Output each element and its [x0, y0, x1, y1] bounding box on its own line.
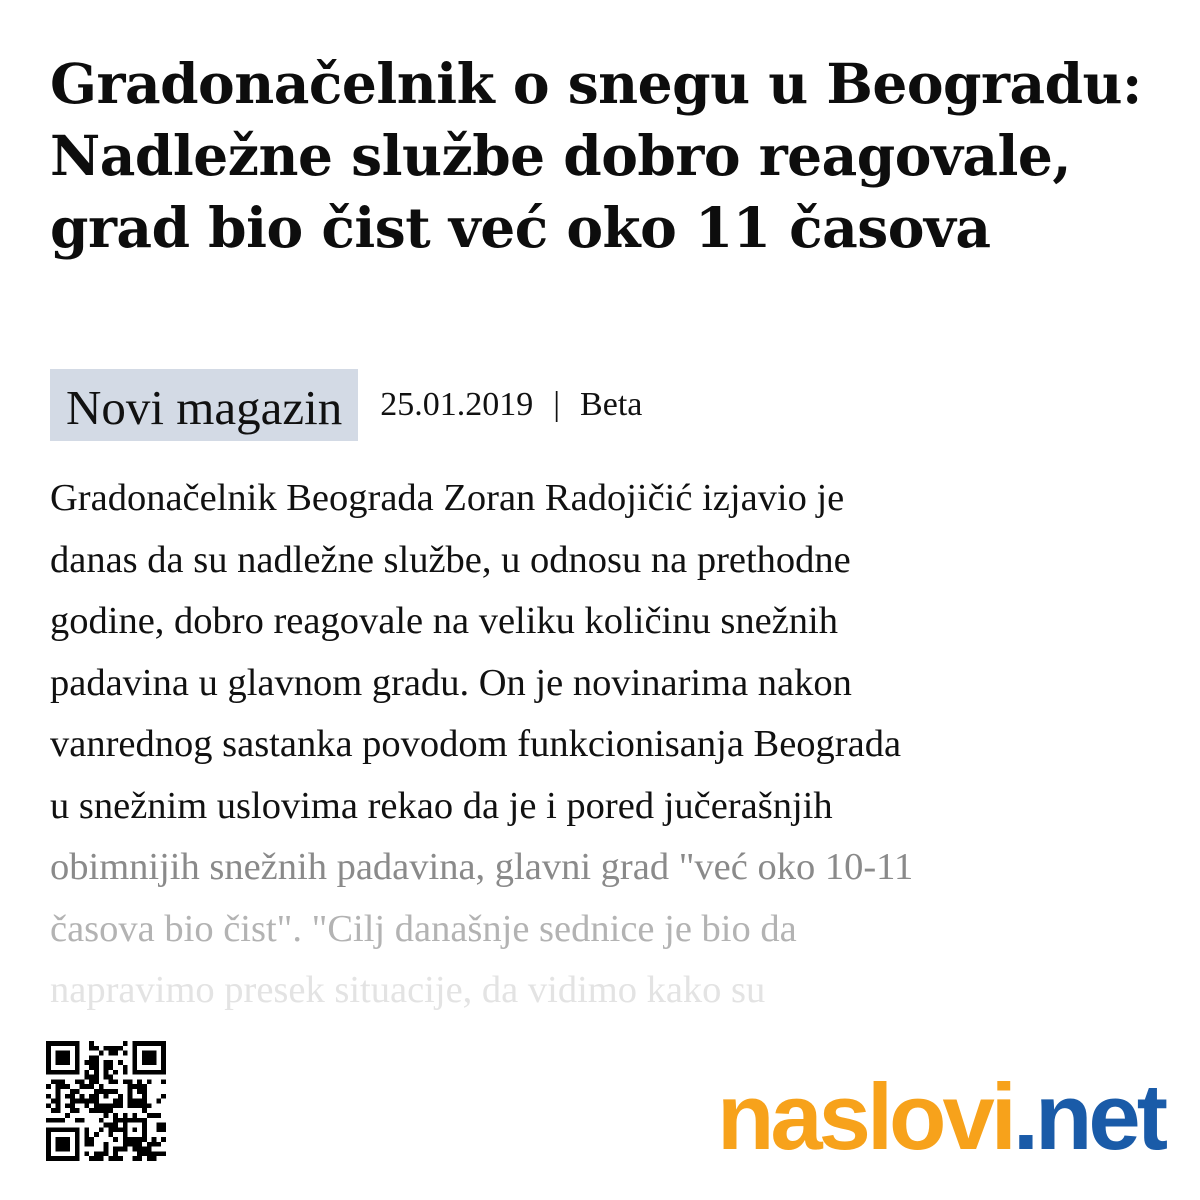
body-line: padavina u glavnom gradu. On je novinarima nakon — [50, 661, 852, 704]
article-body — [50, 468, 1170, 1013]
logo-naslovi: naslovi — [716, 1064, 1013, 1169]
body-line: obimnijih snežnih padavina, glavni grad "već oko 10-11 — [50, 846, 914, 888]
source-badge[interactable]: Novi magazin — [50, 369, 358, 441]
body-line: danas da su nadležne službe, u odnosu na prethodne — [50, 538, 851, 581]
article-headline: Gradonačelnik o snegu u Beogradu: Nadležne službe dobro reagovale, grad bio čist već oko 11 časova — [50, 51, 1142, 260]
body-line: u snežnim uslovima rekao da je i pored jučerašnjih — [50, 784, 833, 827]
article-agency: Beta — [580, 386, 643, 423]
qr-code-icon[interactable] — [46, 1038, 166, 1164]
body-line: časova bio čist". "Cilj današnje sednice je bio da — [50, 907, 797, 950]
meta-separator: | — [553, 386, 561, 423]
body-line: Gradonačelnik Beograda Zoran Radojičić izjavio je — [50, 477, 845, 519]
body-line: godine, dobro reagovale na veliku količinu snežnih — [50, 600, 838, 642]
body-line: napravimo presek situacije, da vidimo kako su — [50, 969, 766, 1011]
body-line: vanrednog sastanka povodom funkcionisanja Beograda — [50, 723, 902, 765]
article-meta — [50, 369, 642, 441]
article-date: 25.01.2019 — [380, 386, 534, 423]
naslovi-logo[interactable] — [717, 1062, 1164, 1172]
logo-net: .net — [1012, 1064, 1164, 1169]
